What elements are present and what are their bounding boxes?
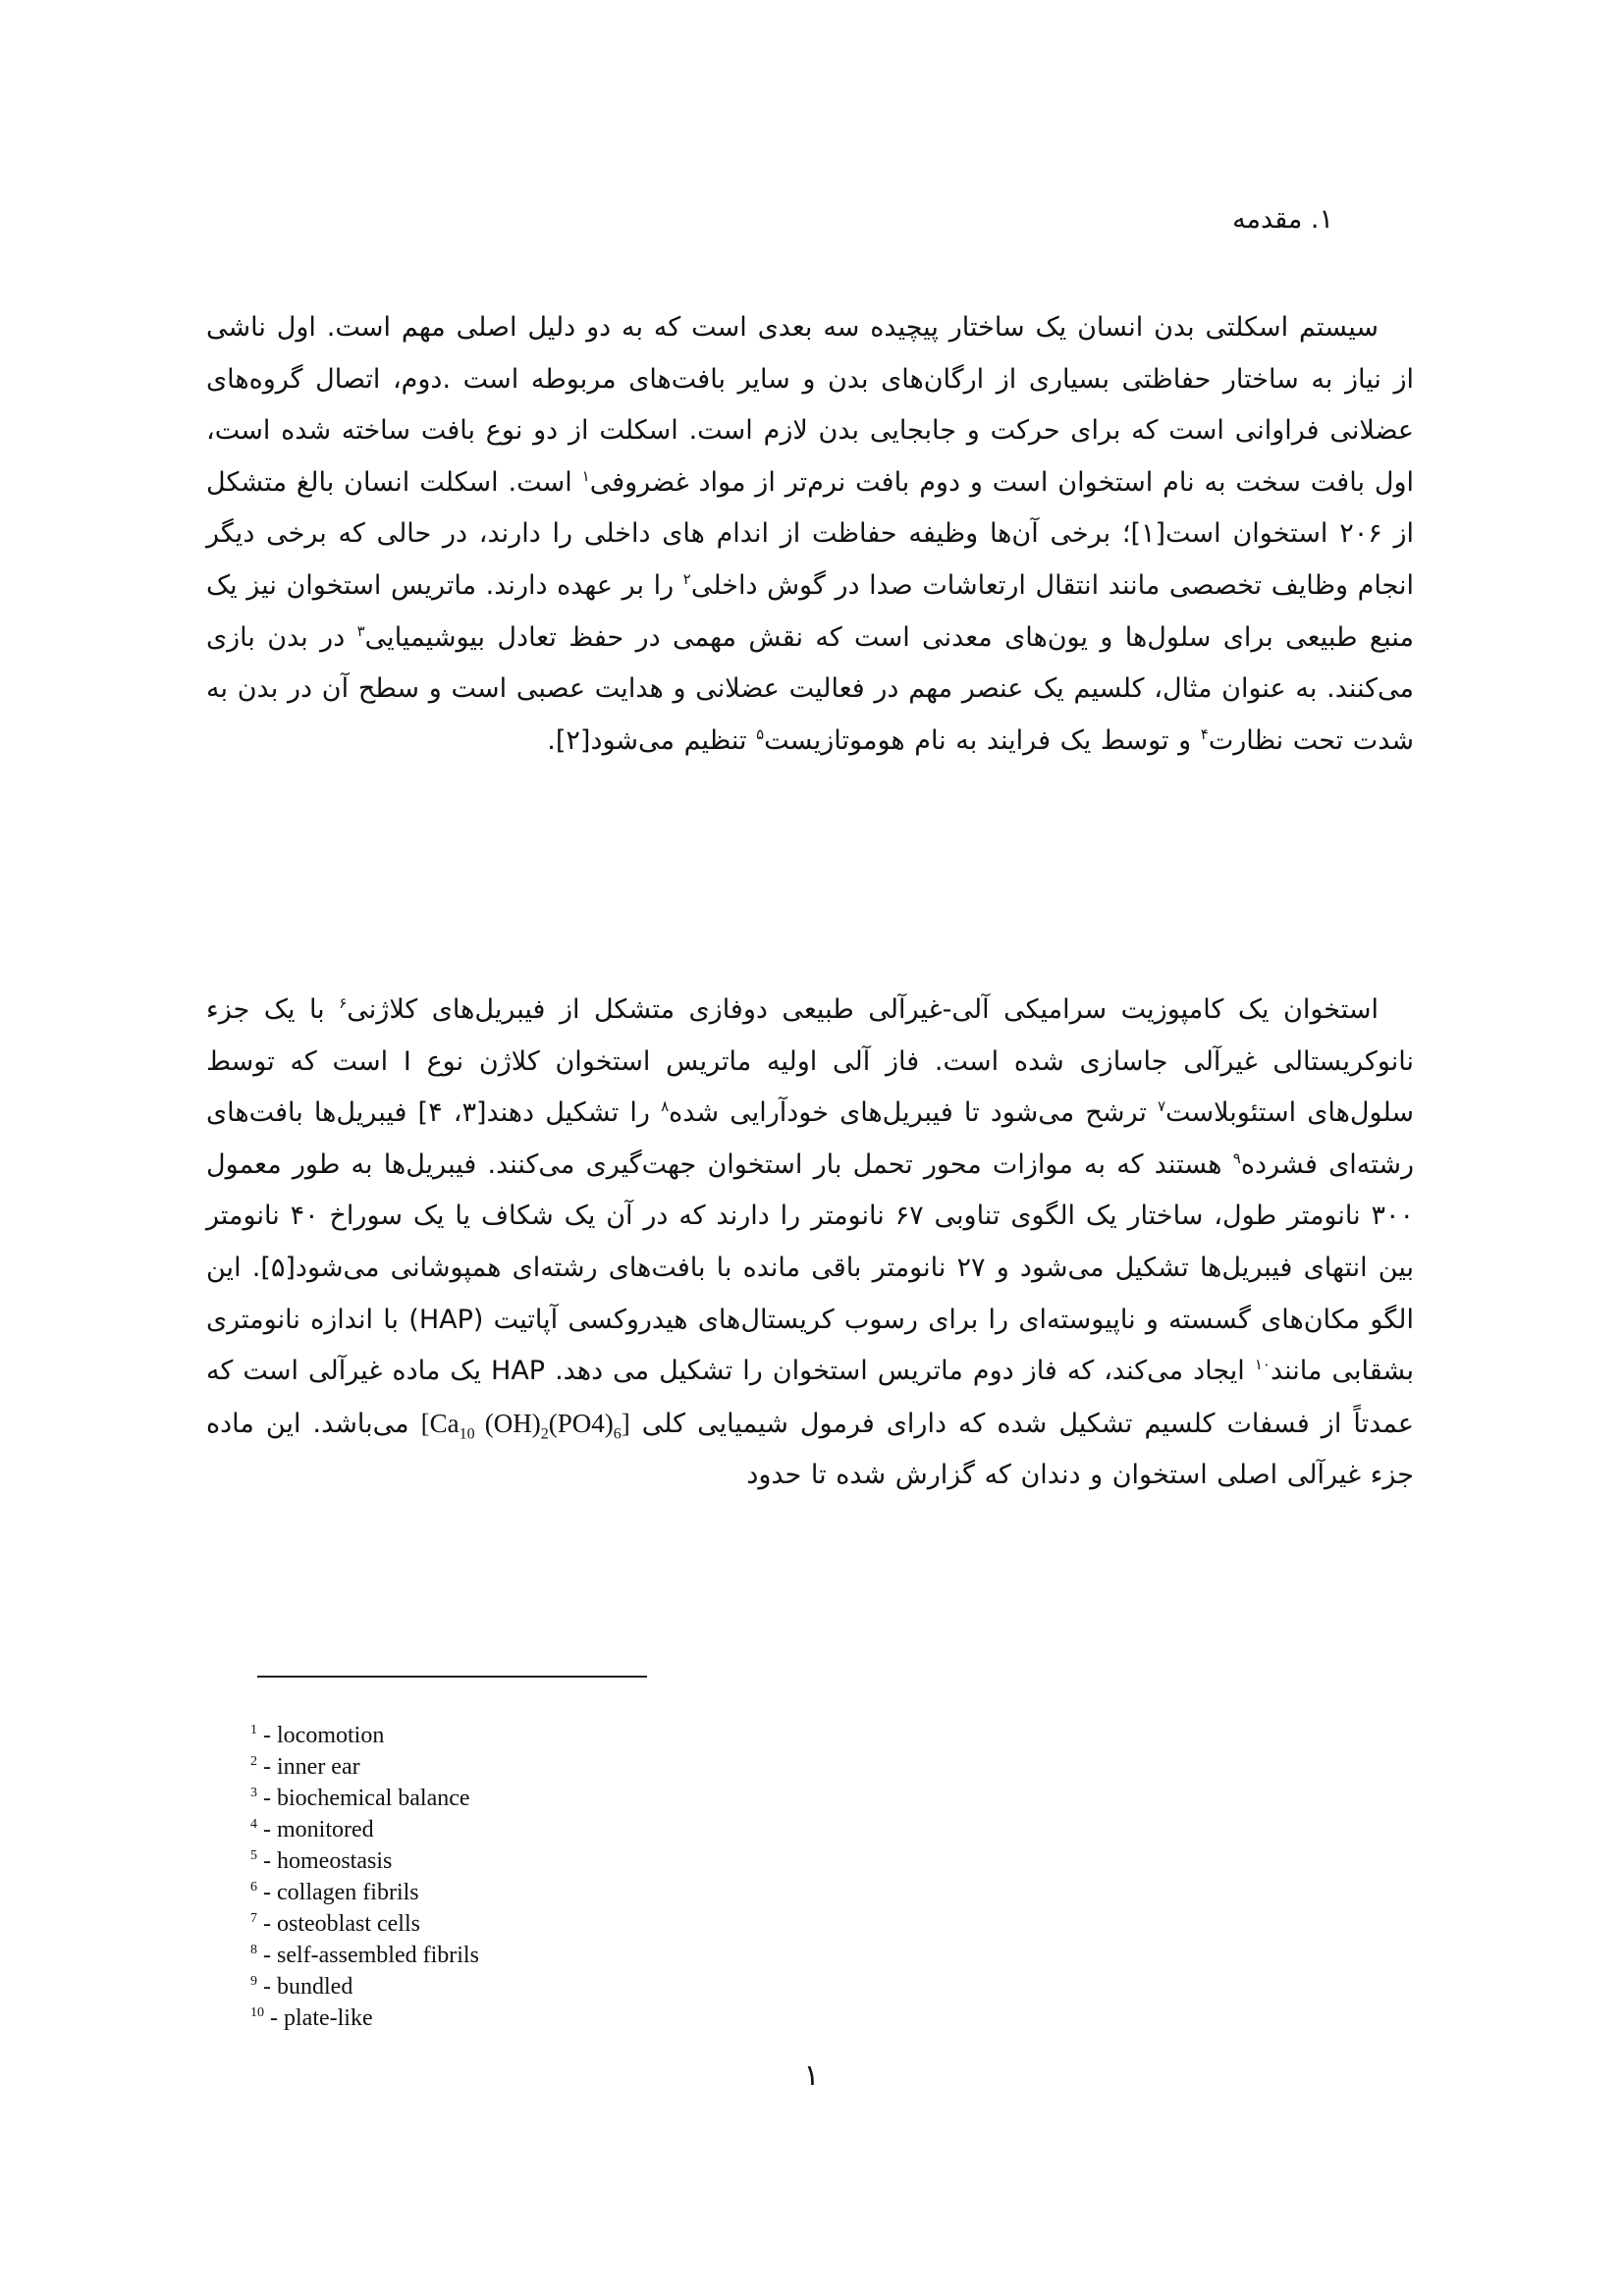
footnote-number: 1 [250,1723,257,1737]
para-1-text-4: در بدن بازی می‌کنند. به عنوان مثال، کلسیم یک عنصر مهم در فعالیت عضلانی و هدایت عصبی است و سطح آن در بدن به شدت تحت نظارت [206,621,1414,756]
footnote-text: - inner ear [257,1754,360,1780]
para-1-text-5: و توسط یک فرایند به نام هوموتازیست [764,724,1201,756]
footnote-text: - homeostasis [257,1848,393,1874]
footnote-text: - collagen fibrils [257,1880,419,1905]
formula-sub-1: 10 [459,1425,475,1443]
footnote-number: 6 [250,1880,257,1895]
footnote-list [250,1720,479,2034]
para-1-text-6: تنظیم می‌شود[۲]. [547,724,757,756]
footnote-item [250,1720,479,1751]
paragraph-2 [206,985,1414,1502]
footnote-item [250,1908,479,1940]
footnote-ref-7[interactable]: ۷ [1157,1097,1166,1116]
chemical-formula [420,1408,630,1443]
footnote-number: 9 [250,1974,257,1989]
footnote-ref-10[interactable]: ۱۰ [1254,1356,1271,1374]
footnote-text: - self-assembled fibrils [257,1943,479,1968]
footnote-text: - bundled [257,1974,353,2000]
formula-close: ] [621,1408,630,1438]
footnote-item [250,1751,479,1783]
footnote-ref-5[interactable]: ۵ [756,724,765,743]
para-2-text-5: هستند که به موازات محور تحمل بار استخوان جهت‌گیری می‌کنند. فیبریل‌ها به طور معمول ۳۰۰ نانومتر طول، ساختار یک الگوی تناوبی ۶۷ نانومتر را دارند که در آن یک شکاف یا یک سوراخ ۴۰ نانومتر بین انتهای فیبریل‌ها تشکیل می‌شود و ۲۷ نانومتر باقی مانده با بافت‌های رشته‌ای همپوشانی می‌شود[۵]. این الگو مکان‌های گسسته و ناپیوسته‌ای را برای رسوب کریستال‌های هیدروکسی آپاتیت (HAP) با اندازه نانومتری بشقابی مانند [206,1148,1415,1387]
footnote-ref-6[interactable]: ۶ [339,994,348,1012]
footnote-text: - biochemical balance [257,1786,470,1811]
para-2-text-6: ایجاد می‌کند، که فاز دوم ماتریس استخوان را تشکیل می دهد. HAP یک ماده غیرآلی است که عمدتاً از فسفات کلسیم تشکیل شده که دارای فرمول شیمیایی کلی [206,1356,1414,1439]
footnote-text: - plate-like [264,2005,373,2031]
page-number: ۱ [803,2058,820,2093]
footnote-number: 2 [250,1754,257,1769]
footnote-ref-8[interactable]: ۸ [661,1097,670,1116]
footnote-ref-9[interactable]: ۹ [1232,1148,1241,1167]
footnote-item [250,1814,479,1845]
para-2-text-1: استخوان یک کامپوزیت سرامیکی آلی-غیرآلی طبیعی دوفازی متشکل از فیبریل‌های کلاژنی [347,994,1379,1025]
para-1-text-2: است. اسکلت انسان بالغ متشکل از ۲۰۶ استخوان است[۱]؛ برخی آن‌ها وظیفه حفاظت از اندام های داخلی را دارند، در حالی که برخی دیگر انجام وظایف تخصصی مانند انتقال ارتعاشات صدا در گوش داخلی [206,466,1415,601]
footnote-separator [257,1676,647,1678]
para-2-text-4: را تشکیل دهند[۳، ۴] فیبریل‌ها بافت‌های رشته‌ای فشرده [206,1097,1415,1180]
formula-mid-2: (PO4) [548,1408,614,1438]
footnote-ref-2[interactable]: ۲ [682,569,691,588]
footnote-item [250,1845,479,1877]
footnote-item [250,2002,479,2034]
para-2-text-7: می‌باشد. این ماده جزء غیرآلی اصلی استخوان و دندان که گزارش شده تا حدود [206,1408,1414,1491]
footnote-number: 7 [250,1911,257,1926]
formula-open: [Ca [420,1408,460,1438]
formula-sub-2: 2 [540,1425,549,1443]
footnote-ref-4[interactable]: ۴ [1200,724,1209,743]
formula-sub-3: 6 [613,1425,622,1443]
section-heading: ۱. مقدمه [1232,204,1333,235]
footnote-number: 4 [250,1817,257,1832]
footnote-item [250,1877,479,1908]
footnote-item [250,1971,479,2002]
footnote-text: - osteoblast cells [257,1911,420,1937]
footnote-item [250,1940,479,1971]
footnote-item [250,1783,479,1814]
para-1-text-3: را بر عهده دارند. ماتریس استخوان نیز یک منبع طبیعی برای سلول‌ها و یون‌های معدنی است که نقش مهمی در حفظ تعادل بیوشیمیایی [206,569,1414,653]
footnote-text: - monitored [257,1817,374,1842]
footnote-ref-3[interactable]: ۳ [356,621,365,640]
footnote-ref-1[interactable]: ۱ [581,466,590,485]
para-2-text-3: ترشح می‌شود تا فیبریل‌های خودآرایی شده [669,1097,1158,1129]
footnote-number: 5 [250,1848,257,1863]
footnote-text: - locomotion [257,1723,385,1748]
para-1-text-1: سیستم اسکلتی بدن انسان یک ساختار پیچیده سه بعدی است که به دو دلیل اصلی مهم است. اول ناشی از نیاز به ساختار حفاظتی بسیاری از ارگان‌های بدن و سایر بافت‌های مربوطه است .دوم، اتصال گروه‌های عضلانی فراوانی است که برای حرکت و جابجایی بدن لازم است. اسکلت از دو نوع بافت ساخته شده است، اول بافت سخت به نام استخوان است و دوم بافت نرم‌تر از مواد غضروفی [206,312,1414,498]
footnote-number: 8 [250,1943,257,1957]
formula-mid-1: (OH) [474,1408,541,1438]
para-2-text-2: با یک جزء نانوکریستالی غیرآلی جاسازی شده است. فاز آلی اولیه ماتریس استخوان کلاژن نوع I است که توسط سلول‌های استئوبلاست [206,994,1415,1129]
footnote-number: 3 [250,1786,257,1800]
paragraph-1 [206,302,1414,767]
footnote-number: 10 [250,2005,264,2020]
